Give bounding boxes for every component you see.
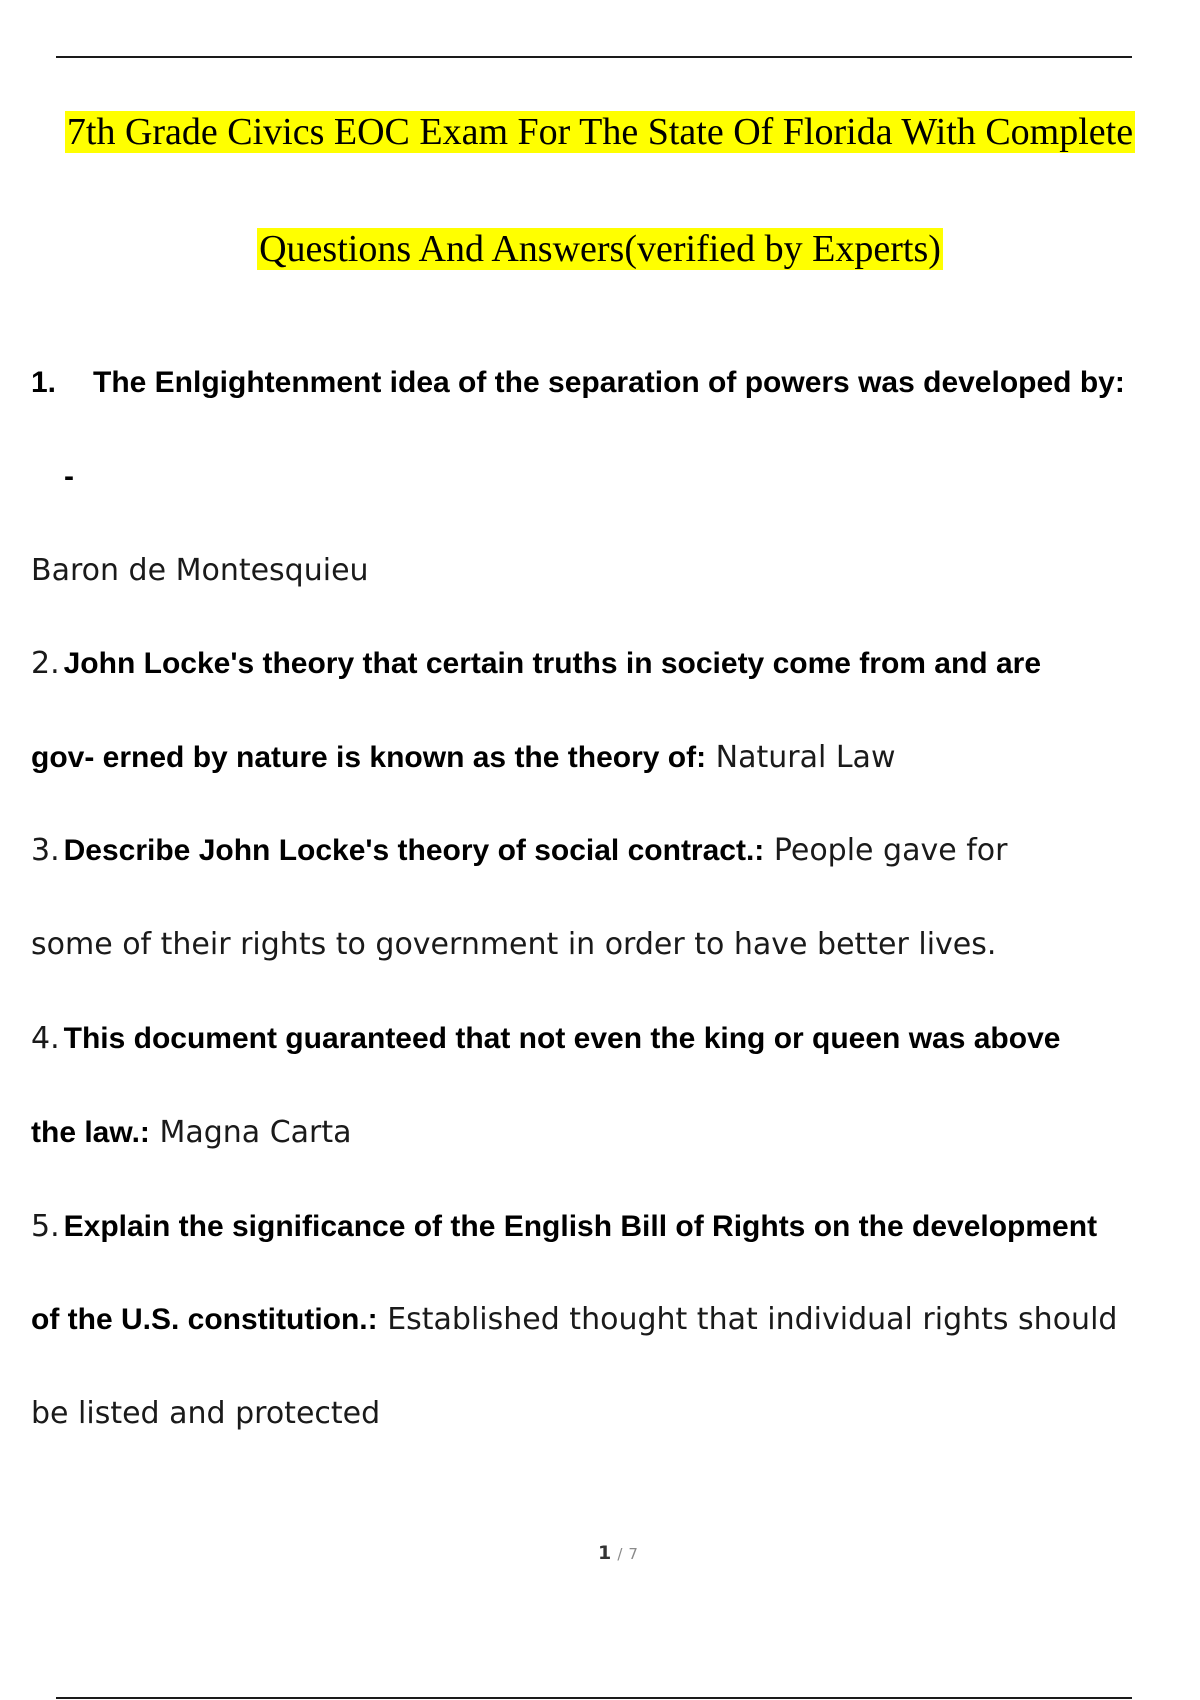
question-4-line-2: [31, 1115, 352, 1150]
question-text: John Locke's theory that certain truths in society come from and are: [63, 647, 1041, 680]
answer-4: Magna Carta: [159, 1115, 352, 1150]
question-text: The Enlgightenment idea of the separation of powers was developed by:: [93, 366, 1125, 399]
question-1: [31, 366, 1125, 400]
question-text: gov- erned by nature is known as the theory of:: [31, 741, 707, 774]
question-text: This document guaranteed that not even the king or queen was above: [63, 1022, 1061, 1055]
question-text: Describe John Locke's theory of social contract.:: [63, 834, 765, 867]
title-highlight-2: Questions And Answers(verified by Experts): [259, 228, 941, 270]
title-highlight-1: 7th Grade Civics EOC Exam For The State Of Florida With Complete: [66, 111, 1134, 153]
top-rule: [56, 56, 1132, 58]
question-5-line-2: [31, 1302, 1117, 1337]
question-3-line-1: [31, 833, 1007, 868]
answer-5-part-1: Established thought that individual rights should: [387, 1302, 1118, 1337]
question-text: of the U.S. constitution.:: [31, 1303, 378, 1336]
question-text: the law.:: [31, 1116, 150, 1149]
answer-2: Natural Law: [715, 740, 896, 775]
question-number: 4.: [31, 1021, 60, 1056]
total-pages: 7: [628, 1545, 638, 1563]
question-1-dash: -: [64, 460, 74, 493]
page-separator: /: [617, 1545, 623, 1563]
answer-5-line-2: be listed and protected: [31, 1396, 381, 1431]
question-text: Explain the significance of the English Bill of Rights on the development: [63, 1210, 1098, 1243]
question-4-line-1: [31, 1021, 1060, 1056]
question-number: 2.: [31, 646, 60, 681]
document-title-line-2: [0, 226, 1200, 272]
question-number: 3.: [31, 833, 60, 868]
current-page: 1: [598, 1542, 612, 1564]
answer-3-line-2: some of their rights to government in order to have better lives.: [31, 927, 997, 962]
answer-1: Baron de Montesquieu: [31, 553, 369, 588]
page-indicator: [0, 1542, 1200, 1564]
question-5-line-1: [31, 1209, 1097, 1244]
question-number: 5.: [31, 1209, 60, 1244]
bottom-rule: [56, 1697, 1132, 1699]
question-2-line-2: [31, 740, 895, 775]
document-title-line-1: [0, 109, 1200, 155]
question-number: 1.: [31, 366, 57, 399]
question-2-line-1: [31, 646, 1041, 681]
answer-3-part-1: People gave for: [773, 833, 1008, 868]
